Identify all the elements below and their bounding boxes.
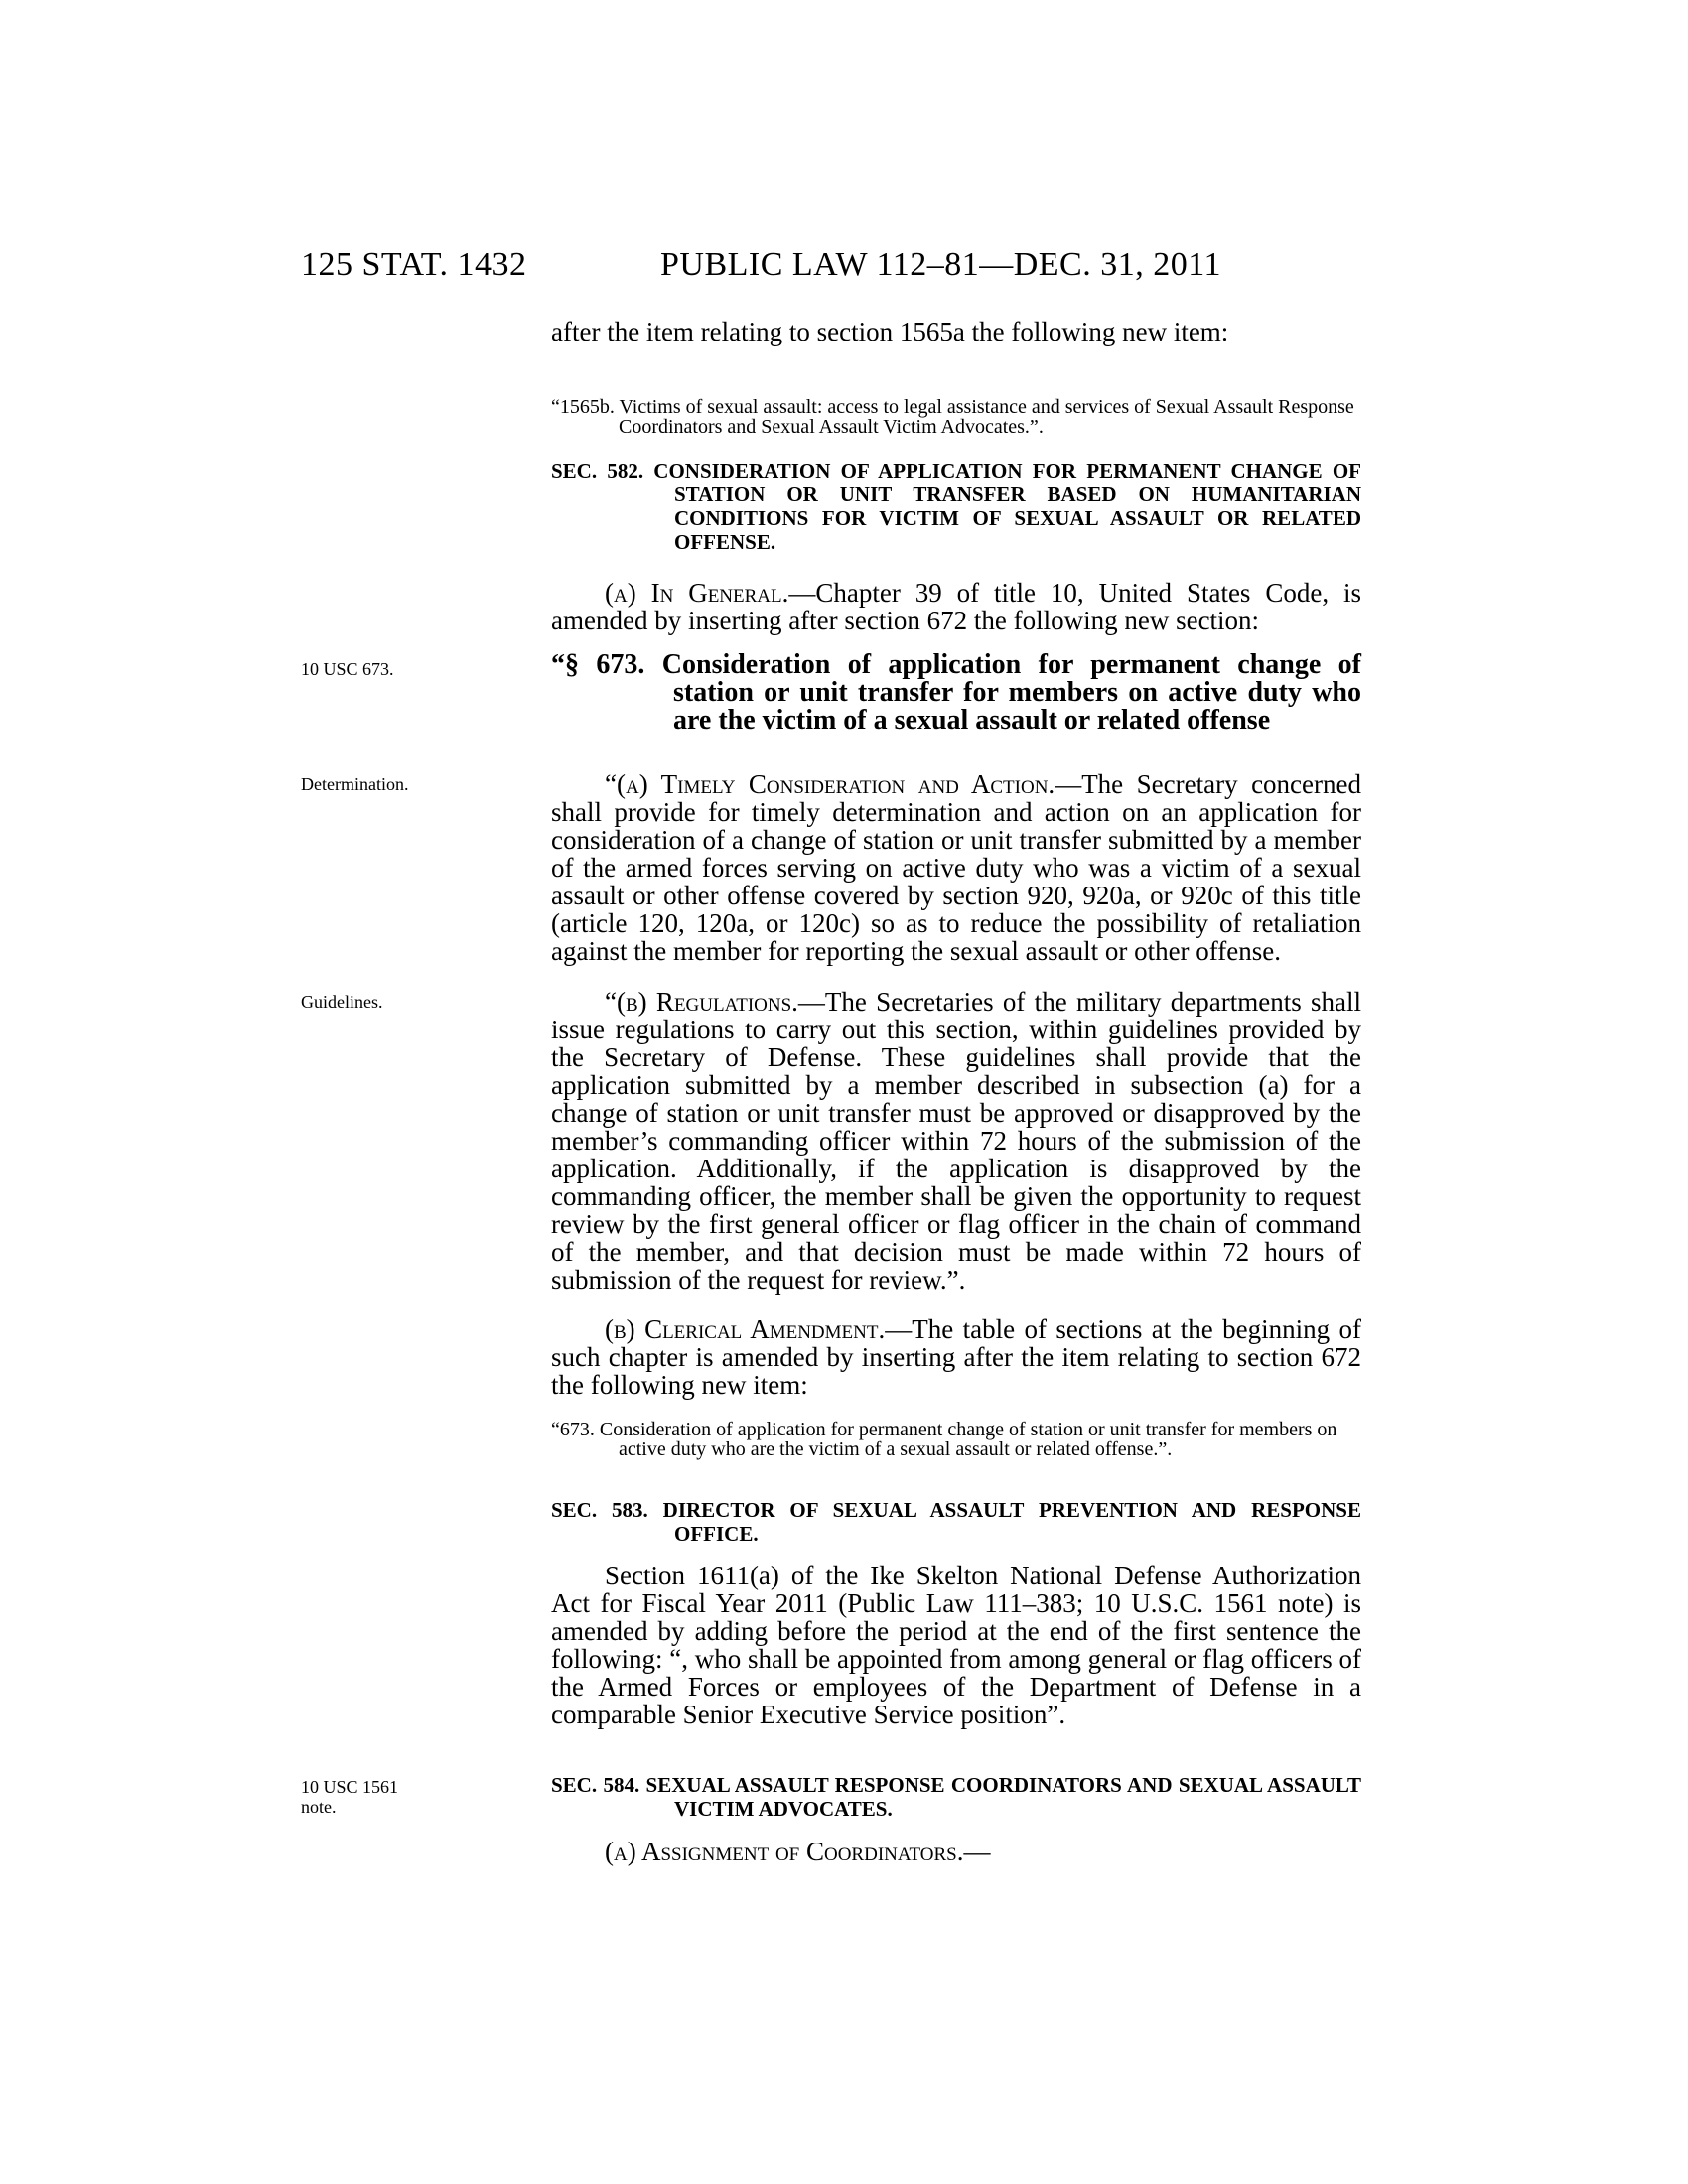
subsection-body: —Chapter 39 of title 10, United States Code, is amended by inserting after section 672 the following new section: xyxy=(551,578,1361,635)
margin-note-line: 10 USC 1561 xyxy=(301,1777,399,1797)
section-heading-text: SEC. 584. SEXUAL ASSAULT RESPONSE COORDINATORS AND SEXUAL ASSAULT VICTIM ADVOCATES. xyxy=(551,1773,1361,1821)
subsection-text xyxy=(551,988,1361,1294)
subsection-text xyxy=(551,1838,1361,1865)
subsection-text xyxy=(551,770,1361,965)
subsection-label: (a) In General. xyxy=(605,578,789,608)
subsection-text xyxy=(551,579,1361,634)
table-item-1565b xyxy=(551,397,1361,437)
margin-note-10-usc-1561-note xyxy=(301,1777,460,1817)
intro-paragraph xyxy=(551,318,1361,345)
table-item-text: “1565b. Victims of sexual assault: access to legal assistance and services of Sexual Assault Response Coordinators and Sexual Assault Victim Advocates.”. xyxy=(551,396,1354,438)
margin-note-line: note. xyxy=(301,1797,337,1817)
subsection-text xyxy=(551,1315,1361,1399)
margin-note-10-usc-673: 10 USC 673. xyxy=(301,659,394,679)
section-673-subsection-a xyxy=(551,770,1361,965)
section-body-text: Section 1611(a) of the Ike Skelton National Defense Authorization Act for Fiscal Year 2011 (Public Law 111–383; 10 U.S.C. 1561 note) is amended by adding before the period at the end of the first sentence the following: “, who shall be appointed from among general or flag officers of the Armed Forces or employees of the Department of Defense in a comparable Senior Executive Service position”. xyxy=(551,1561,1362,1729)
section-582-heading xyxy=(551,459,1361,554)
section-heading-text: SEC. 582. CONSIDERATION OF APPLICATION FOR PERMANENT CHANGE OF STATION OR UNIT TRANSFER BASED ON HUMANITARIAN CONDITIONS FOR VICTIM OF SEXUAL ASSAULT OR RELATED OFFENSE. xyxy=(551,459,1361,554)
section-673-heading xyxy=(551,651,1361,735)
section-584-subsection-a xyxy=(551,1838,1361,1865)
section-582-subsection-a xyxy=(551,579,1361,634)
page-header-title: PUBLIC LAW 112–81—DEC. 31, 2011 xyxy=(660,246,1221,283)
intro-text: after the item relating to section 1565a the following new item: xyxy=(551,317,1229,346)
subsection-label: “(a) Timely Consideration and Action. xyxy=(605,769,1055,799)
section-heading-text: “§ 673. Consideration of application for permanent change of station or unit transfer for members on active duty who are the victim of a sexual assault or related offense xyxy=(551,649,1361,736)
subsection-label: “(b) Regulations. xyxy=(605,987,798,1017)
section-heading-text: SEC. 583. DIRECTOR OF SEXUAL ASSAULT PREVENTION AND RESPONSE OFFICE. xyxy=(551,1498,1361,1546)
subsection-label: (a) Assignment of Coordinators. xyxy=(605,1837,964,1866)
table-item-text: “673. Consideration of application for permanent change of station or unit transfer for members on active duty who are the victim of a sexual assault or related offense.”. xyxy=(551,1419,1337,1460)
section-583-heading xyxy=(551,1498,1361,1546)
section-582-subsection-b xyxy=(551,1315,1361,1399)
subsection-body: —The table of sections at the beginning of such chapter is amended by inserting after the item relating to section 672 the following new item: xyxy=(551,1314,1361,1400)
section-583-body xyxy=(551,1562,1361,1728)
page-reference: 125 STAT. 1432 xyxy=(301,246,527,283)
subsection-label: (b) Clerical Amendment. xyxy=(605,1314,886,1344)
subsection-body: —The Secretary concerned shall provide for timely determination and action on an application for consideration of a change of station or unit transfer submitted by a member of the armed forces serving on active duty who was a victim of a sexual assault or other offense covered by section 920, 920a, or 920c of this title (article 120, 120a, or 120c) so as to reduce the possibility of retaliation against the member for reporting the sexual assault or other offense. xyxy=(551,769,1361,966)
subsection-body: —The Secretaries of the military departments shall issue regulations to carry out this section, within guidelines provided by the Secretary of Defense. These guidelines shall provide that the application submitted by a member described in subsection (a) for a change of station or unit transfer must be approved or disapproved by the member’s commanding officer within 72 hours of the submission of the application. Additionally, if the application is disapproved by the commanding officer, the member shall be given the opportunity to request review by the first general officer or flag officer in the chain of command of the member, and that decision must be made within 72 hours of submission of the request for review.”. xyxy=(551,987,1361,1295)
table-item-673 xyxy=(551,1420,1361,1459)
margin-note-guidelines: Guidelines. xyxy=(301,992,383,1012)
section-584-heading xyxy=(551,1773,1361,1821)
section-673-subsection-b xyxy=(551,988,1361,1294)
subsection-body: — xyxy=(963,1837,991,1866)
margin-note-determination: Determination. xyxy=(301,774,409,794)
